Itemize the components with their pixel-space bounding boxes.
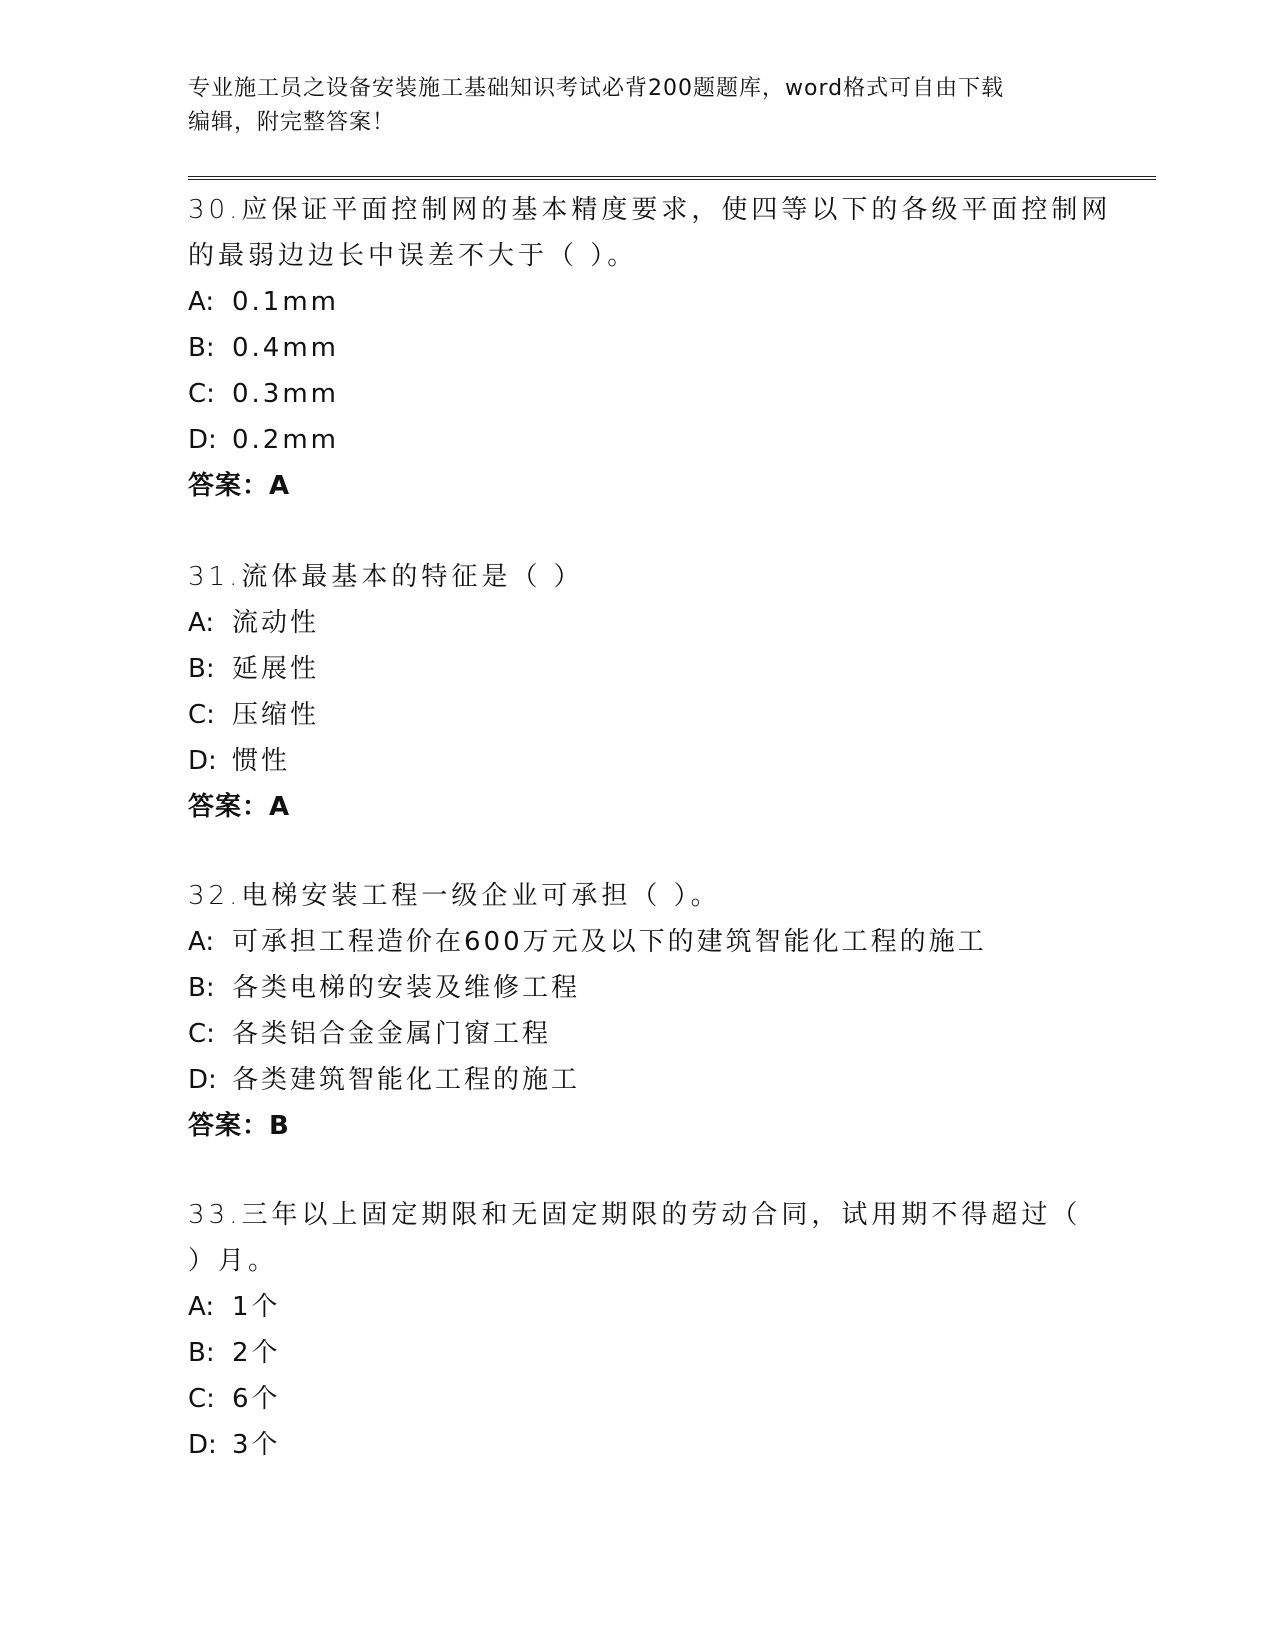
option-letter: C: xyxy=(188,1384,215,1414)
option-text: 0.4mm xyxy=(232,333,340,363)
question-31 xyxy=(188,554,1088,830)
header-divider xyxy=(188,176,1156,180)
document-header xyxy=(188,72,1088,140)
option-text: 各类建筑智能化工程的施工 xyxy=(232,1065,581,1095)
option-text: 6个 xyxy=(232,1384,281,1414)
question-32 xyxy=(188,873,1088,1149)
option-c xyxy=(188,371,1088,417)
option-text: 可承担工程造价在600万元及以下的建筑智能化工程的施工 xyxy=(232,927,987,957)
option-text: 延展性 xyxy=(232,654,320,684)
option-a xyxy=(188,919,1088,965)
option-letter: C: xyxy=(188,379,215,409)
option-letter: B: xyxy=(188,973,215,1003)
option-text: 各类铝合金金属门窗工程 xyxy=(232,1019,552,1049)
question-33 xyxy=(188,1192,1088,1468)
option-text: 流动性 xyxy=(232,608,320,638)
option-c xyxy=(188,1011,1088,1057)
option-c xyxy=(188,1376,1088,1422)
option-letter: B: xyxy=(188,1338,215,1368)
option-letter: A: xyxy=(188,1292,215,1322)
option-text: 3个 xyxy=(232,1430,281,1460)
question-stem-line: ）月。 xyxy=(188,1246,279,1276)
option-d xyxy=(188,1422,1088,1468)
question-stem-line: 31.流体最基本的特征是（ ） xyxy=(188,562,584,592)
option-text: 0.2mm xyxy=(232,425,340,455)
option-letter: B: xyxy=(188,333,215,363)
option-letter: A: xyxy=(188,927,215,957)
option-text: 惯性 xyxy=(232,746,291,776)
option-text: 压缩性 xyxy=(232,700,320,730)
option-letter: A: xyxy=(188,287,215,317)
option-letter: D: xyxy=(188,425,217,455)
option-text: 1个 xyxy=(232,1292,281,1322)
option-letter: A: xyxy=(188,608,215,638)
header-line-2: 编辑，附完整答案！ xyxy=(188,110,396,135)
answer-label: 答案：A xyxy=(188,471,291,501)
question-30 xyxy=(188,187,1112,509)
option-text: 各类电梯的安装及维修工程 xyxy=(232,973,581,1003)
option-text: 0.3mm xyxy=(232,379,340,409)
option-c xyxy=(188,692,1088,738)
option-a xyxy=(188,1284,1088,1330)
option-d xyxy=(188,738,1088,784)
option-letter: D: xyxy=(188,1430,217,1460)
option-b xyxy=(188,325,1088,371)
question-stem-line: 的最弱边边长中误差不大于（ ）。 xyxy=(188,241,638,271)
option-letter: B: xyxy=(188,654,215,684)
option-text: 2个 xyxy=(232,1338,281,1368)
option-b xyxy=(188,646,1088,692)
question-stem-line: 30.应保证平面控制网的基本精度要求，使四等以下的各级平面控制网 xyxy=(188,195,1112,225)
option-a xyxy=(188,279,1088,325)
header-line-1: 专业施工员之设备安装施工基础知识考试必背200题题库，word格式可自由下载 xyxy=(188,76,1005,101)
option-letter: C: xyxy=(188,1019,215,1049)
option-letter: D: xyxy=(188,746,217,776)
option-letter: C: xyxy=(188,700,215,730)
option-letter: D: xyxy=(188,1065,217,1095)
option-text: 0.1mm xyxy=(232,287,340,317)
answer-label: 答案：B xyxy=(188,1111,290,1141)
question-stem-line: 32.电梯安装工程一级企业可承担（ ）。 xyxy=(188,881,721,911)
answer-label: 答案：A xyxy=(188,792,291,822)
option-b xyxy=(188,965,1088,1011)
option-a xyxy=(188,600,1088,646)
option-d xyxy=(188,417,1088,463)
question-stem-line: 33.三年以上固定期限和无固定期限的劳动合同，试用期不得超过（ xyxy=(188,1200,1082,1230)
option-b xyxy=(188,1330,1088,1376)
option-d xyxy=(188,1057,1088,1103)
